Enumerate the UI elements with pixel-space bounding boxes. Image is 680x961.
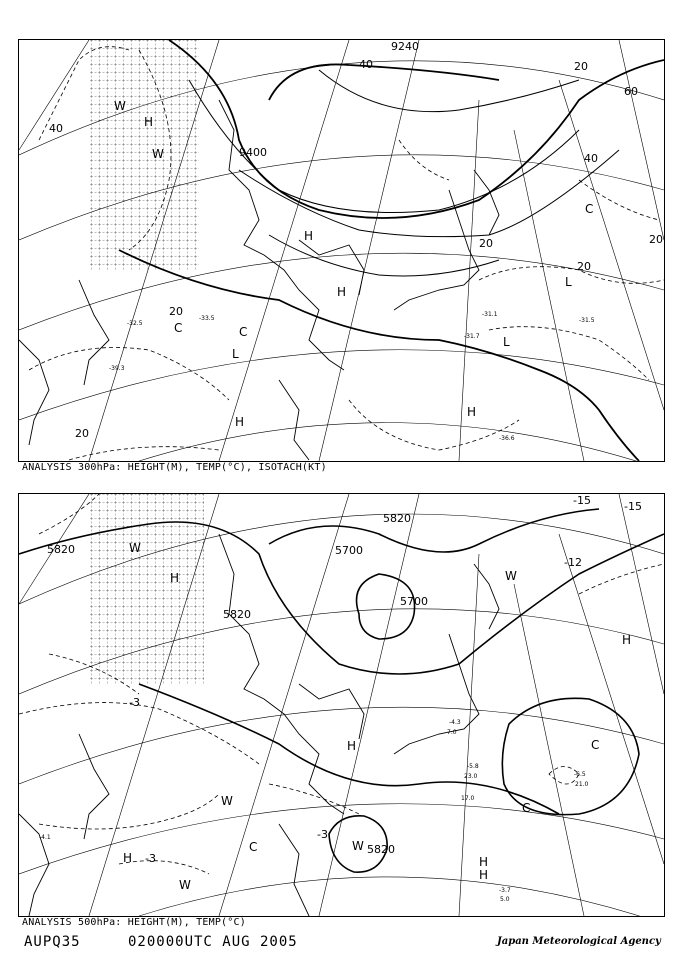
temperature-label: -4.1 [39, 834, 51, 841]
contour-label: 20 [577, 260, 591, 273]
map-300hpa-caption: ANALYSIS 300hPa: HEIGHT(M), TEMP(°C), ISOTACH(KT) [22, 462, 327, 473]
height-contours-thin [189, 70, 619, 276]
temperature-label: 17.0 [461, 795, 475, 802]
contour-label: 9400 [239, 146, 267, 159]
contour-label: 40 [49, 122, 63, 135]
contour-label: 5700 [335, 544, 363, 557]
high-center: H [123, 851, 133, 865]
temperature-label: -32.5 [127, 320, 143, 327]
warm-center: W [221, 794, 233, 808]
contour-label: 9240 [391, 40, 419, 53]
contour-label: 20 [649, 233, 663, 246]
high-center: H [144, 115, 154, 129]
map-300hpa-canvas [19, 40, 664, 461]
contour-label: 60 [624, 85, 638, 98]
contour-label: 20 [574, 60, 588, 73]
temperature-label: 5.0 [500, 896, 510, 903]
map-500hpa [18, 493, 665, 917]
contour-label: 5820 [383, 512, 411, 525]
contour-label: -3 [317, 828, 328, 841]
chart-id: AUPQ35 [24, 934, 81, 950]
high-center: H [304, 229, 314, 243]
contour-label: 5820 [47, 543, 75, 556]
warm-center: W [179, 878, 191, 892]
contour-label: -12 [564, 556, 582, 569]
low-center: L [503, 335, 510, 349]
temperature-label: -31.7 [464, 333, 480, 340]
contour-label: -3 [129, 696, 140, 709]
high-center: H [347, 739, 357, 753]
contour-label: -15 [573, 494, 591, 507]
agency-name: Japan Meteorological Agency [497, 936, 661, 947]
cold-center: C [174, 321, 183, 335]
temperature-label: 23.0 [464, 773, 478, 780]
contour-label: 40 [584, 152, 598, 165]
contour-label: 20 [75, 427, 89, 440]
warm-center: W [114, 99, 126, 113]
low-center: L [565, 275, 572, 289]
temperature-label: -39.3 [109, 365, 125, 372]
contour-label: 20 [169, 305, 183, 318]
low-center: L [232, 347, 239, 361]
high-center: H [170, 571, 180, 585]
warm-center: W [352, 839, 364, 853]
high-center: H [337, 285, 347, 299]
valid-time: 020000UTC AUG 2005 [128, 934, 298, 950]
temperature-label: -4.3 [449, 719, 461, 726]
contour-label: 5820 [367, 843, 395, 856]
contour-label: 40 [359, 58, 373, 71]
cold-center: C [591, 738, 600, 752]
high-center: H [235, 415, 245, 429]
temperature-label: -6.5 [574, 771, 586, 778]
temperature-label: 7.0 [447, 729, 457, 736]
contour-label: -3 [145, 852, 156, 865]
temperature-label: -31.5 [579, 317, 595, 324]
temperature-label: 21.0 [575, 781, 589, 788]
high-center: H [479, 855, 489, 869]
high-center: H [479, 868, 489, 882]
high-center: H [467, 405, 477, 419]
warm-center: W [505, 569, 517, 583]
map-300hpa [18, 39, 665, 462]
warm-center: W [129, 541, 141, 555]
temperature-label: -31.1 [482, 311, 498, 318]
cold-center: C [522, 801, 531, 815]
temperature-label: -5.8 [467, 763, 479, 770]
contour-label: 5820 [223, 608, 251, 621]
cold-center: C [585, 202, 594, 216]
cold-center: C [239, 325, 248, 339]
warm-center: W [152, 147, 164, 161]
terrain-hatch [89, 40, 199, 270]
height-contours [119, 40, 664, 461]
map-500hpa-caption: ANALYSIS 500hPa: HEIGHT(M), TEMP(°C) [22, 917, 246, 928]
high-center: H [622, 633, 632, 647]
temperature-label: -36.6 [499, 435, 515, 442]
temperature-label: -33.5 [199, 315, 215, 322]
cold-center: C [249, 840, 258, 854]
contour-label: 20 [479, 237, 493, 250]
map-500hpa-canvas [19, 494, 664, 916]
temperature-label: -3.7 [499, 887, 511, 894]
contour-label: -15 [624, 500, 642, 513]
contour-label: 5700 [400, 595, 428, 608]
